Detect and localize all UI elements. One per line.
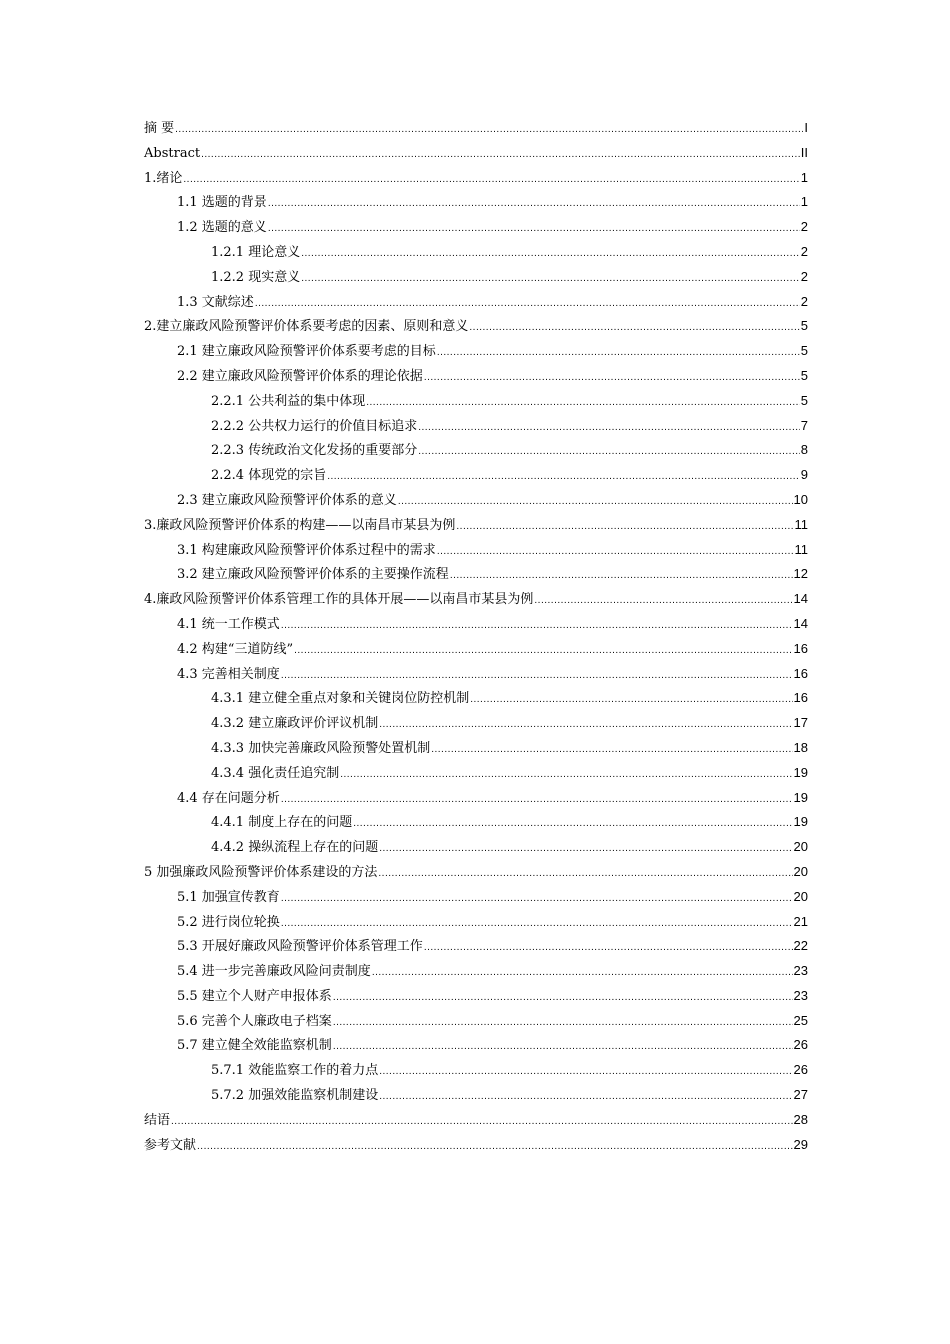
toc-entry-title: Abstract	[144, 145, 201, 161]
toc-dot-leader	[340, 763, 792, 788]
toc-entry[interactable]	[144, 538, 808, 563]
toc-entry-page-number: 29	[793, 1136, 808, 1152]
toc-entry[interactable]	[144, 1058, 808, 1083]
toc-entry-page-number: 21	[793, 913, 808, 929]
toc-entry[interactable]	[144, 215, 808, 240]
toc-entry-page-number: 8	[800, 442, 808, 458]
toc-entry-title: 1.2 选题的意义	[177, 220, 267, 236]
toc-dot-leader	[418, 416, 800, 441]
toc-dot-leader	[379, 713, 792, 738]
toc-entry[interactable]	[144, 934, 808, 959]
toc-entry-title: 5.7.1 效能监察工作的着力点	[211, 1063, 379, 1079]
toc-entry[interactable]	[144, 116, 808, 141]
toc-entry-title: 2.1 建立廉政风险预警评价体系要考虑的目标	[177, 344, 436, 360]
toc-entry-title: 2.3 建立廉政风险预警评价体系的意义	[177, 492, 397, 508]
toc-entry[interactable]	[144, 959, 808, 984]
toc-entry[interactable]	[144, 835, 808, 860]
toc-dot-leader	[372, 961, 793, 986]
toc-entry-title: 结语	[144, 1112, 171, 1128]
toc-entry-page-number: I	[804, 120, 808, 135]
toc-entry[interactable]	[144, 562, 808, 587]
toc-entry-page-number: 28	[793, 1111, 808, 1127]
toc-dot-leader	[470, 688, 792, 713]
toc-entry-page-number: 18	[793, 739, 808, 755]
toc-entry-title: 1.3 文献综述	[177, 294, 254, 310]
toc-dot-leader	[379, 1085, 792, 1110]
toc-entry-page-number: 2	[800, 243, 808, 259]
toc-entry[interactable]	[144, 736, 808, 761]
toc-entry[interactable]	[144, 761, 808, 786]
toc-entry-page-number: 11	[794, 516, 808, 532]
toc-entry-page-number: 2	[800, 219, 808, 235]
toc-entry-page-number: 20	[793, 839, 808, 855]
toc-entry-title: 4.3.2 建立廉政评价评议机制	[211, 716, 379, 732]
toc-entry-title: 5.7.2 加强效能监察机制建设	[211, 1088, 379, 1104]
toc-entry-title: 1.2.1 理论意义	[211, 244, 301, 260]
toc-entry-title: 2.2.3 传统政治文化发扬的重要部分	[211, 443, 418, 459]
toc-dot-leader	[327, 465, 800, 490]
toc-entry[interactable]	[144, 1133, 808, 1158]
toc-entry-page-number: 19	[793, 789, 808, 805]
toc-entry-title: 5.2 进行岗位轮换	[177, 914, 280, 930]
toc-dot-leader	[201, 143, 800, 168]
toc-entry-page-number: 17	[793, 715, 808, 731]
toc-entry[interactable]	[144, 414, 808, 439]
toc-entry-title: 1.绪论	[144, 170, 183, 186]
toc-entry[interactable]	[144, 290, 808, 315]
toc-entry-page-number: 2	[800, 268, 808, 284]
toc-entry-page-number: 1	[800, 194, 808, 210]
toc-entry[interactable]	[144, 910, 808, 935]
toc-entry[interactable]	[144, 190, 808, 215]
toc-entry-page-number: 19	[793, 814, 808, 830]
toc-entry-page-number: 20	[793, 863, 808, 879]
toc-dot-leader	[424, 366, 800, 391]
toc-entry[interactable]	[144, 438, 808, 463]
toc-entry-title: 5.7 建立健全效能监察机制	[177, 1038, 332, 1054]
toc-dot-leader	[175, 118, 803, 143]
toc-entry-title: 4.3.4 强化责任追究制	[211, 765, 340, 781]
toc-entry-page-number: 16	[793, 665, 808, 681]
toc-entry-page-number: 5	[800, 367, 808, 383]
toc-entry-page-number: 23	[793, 987, 808, 1003]
toc-entry-page-number: 19	[793, 764, 808, 780]
toc-dot-leader	[456, 515, 793, 540]
toc-entry[interactable]	[144, 984, 808, 1009]
toc-dot-leader	[437, 540, 794, 565]
toc-entry-title: 5.4 进一步完善廉政风险问责制度	[177, 964, 371, 980]
toc-entry-page-number: 14	[793, 615, 808, 631]
toc-entry[interactable]	[144, 1033, 808, 1058]
toc-entry-title: 5.5 建立个人财产申报体系	[177, 988, 332, 1004]
toc-entry[interactable]	[144, 786, 808, 811]
toc-entry[interactable]	[144, 637, 808, 662]
toc-entry-title: 2.建立廉政风险预警评价体系要考虑的因素、原则和意义	[144, 319, 469, 335]
toc-entry-page-number: 26	[793, 1037, 808, 1053]
toc-dot-leader	[294, 639, 792, 664]
table-of-contents	[144, 116, 808, 1157]
toc-entry[interactable]	[144, 364, 808, 389]
toc-entry-title: 4.3 完善相关制度	[177, 666, 280, 682]
toc-entry[interactable]	[144, 265, 808, 290]
toc-entry[interactable]	[144, 810, 808, 835]
toc-dot-leader	[301, 267, 800, 292]
toc-entry-page-number: 11	[794, 541, 808, 557]
toc-dot-leader	[534, 589, 792, 614]
toc-entry-title: 4.4.1 制度上存在的问题	[211, 815, 353, 831]
toc-dot-leader	[197, 1135, 793, 1160]
toc-entry[interactable]	[144, 513, 808, 538]
toc-entry-title: 2.2.2 公共权力运行的价值目标追求	[211, 418, 418, 434]
toc-dot-leader	[333, 1011, 793, 1036]
toc-entry[interactable]	[144, 339, 808, 364]
toc-dot-leader	[281, 912, 793, 937]
toc-entry-title: 5.6 完善个人廉政电子档案	[177, 1013, 332, 1029]
toc-entry-title: 4.2 构建“三道防线”	[177, 641, 294, 657]
toc-entry-title: 1.1 选题的背景	[177, 195, 267, 211]
toc-dot-leader	[333, 986, 793, 1011]
toc-dot-leader	[268, 217, 800, 242]
toc-entry[interactable]	[144, 686, 808, 711]
toc-entry-title: 5.3 开展好廉政风险预警评价体系管理工作	[177, 939, 423, 955]
toc-entry-title: 5 加强廉政风险预警评价体系建设的方法	[144, 864, 378, 880]
toc-dot-leader	[379, 1060, 792, 1085]
toc-dot-leader	[281, 664, 793, 689]
toc-entry-title: 4.3.3 加快完善廉政风险预警处置机制	[211, 740, 431, 756]
toc-entry[interactable]	[144, 463, 808, 488]
toc-dot-leader	[379, 837, 792, 862]
toc-entry-page-number: II	[800, 144, 808, 160]
toc-dot-leader	[333, 1035, 793, 1060]
toc-entry-page-number: 25	[793, 1012, 808, 1028]
toc-entry-page-number: 22	[793, 938, 808, 954]
toc-entry-page-number: 20	[793, 888, 808, 904]
toc-entry[interactable]	[144, 1083, 808, 1108]
toc-entry-title: 3.2 建立廉政风险预警评价体系的主要操作流程	[177, 567, 449, 583]
toc-entry-page-number: 10	[793, 491, 808, 507]
toc-dot-leader	[171, 1110, 793, 1135]
toc-dot-leader	[268, 192, 800, 217]
toc-entry-title: 4.3.1 建立健全重点对象和关键岗位防控机制	[211, 691, 470, 707]
toc-entry-title: 2.2.1 公共利益的集中体现	[211, 393, 366, 409]
toc-dot-leader	[469, 316, 799, 341]
toc-dot-leader	[255, 292, 800, 317]
toc-entry[interactable]	[144, 711, 808, 736]
toc-dot-leader	[450, 564, 793, 589]
toc-dot-leader	[398, 490, 793, 515]
toc-entry[interactable]	[144, 488, 808, 513]
toc-entry-title: 5.1 加强宣传教育	[177, 889, 280, 905]
toc-entry[interactable]	[144, 885, 808, 910]
toc-dot-leader	[424, 936, 793, 961]
toc-entry-page-number: 9	[800, 467, 808, 483]
toc-entry-page-number: 27	[793, 1087, 808, 1103]
toc-entry[interactable]	[144, 240, 808, 265]
toc-entry-title: 参考文献	[144, 1137, 197, 1153]
toc-entry-title: 4.4.2 操纵流程上存在的问题	[211, 840, 379, 856]
toc-dot-leader	[378, 862, 792, 887]
toc-entry[interactable]	[144, 314, 808, 339]
toc-entry-page-number: 2	[800, 293, 808, 309]
toc-dot-leader	[437, 341, 800, 366]
toc-entry-page-number: 16	[793, 690, 808, 706]
toc-entry[interactable]	[144, 166, 808, 191]
toc-dot-leader	[366, 391, 800, 416]
toc-dot-leader	[281, 614, 793, 639]
toc-entry-title: 3.廉政风险预警评价体系的构建——以南昌市某县为例	[144, 517, 456, 533]
toc-entry[interactable]	[144, 612, 808, 637]
toc-entry-page-number: 7	[800, 417, 808, 433]
toc-entry-title: 4.1 统一工作模式	[177, 616, 280, 632]
toc-dot-leader	[183, 168, 799, 193]
toc-entry[interactable]	[144, 587, 808, 612]
toc-entry-page-number: 12	[793, 566, 808, 582]
toc-entry-page-number: 1	[800, 169, 808, 185]
toc-dot-leader	[301, 242, 800, 267]
toc-entry[interactable]	[144, 860, 808, 885]
toc-entry[interactable]	[144, 1009, 808, 1034]
toc-entry-title: 2.2 建立廉政风险预警评价体系的理论依据	[177, 368, 423, 384]
toc-entry[interactable]	[144, 1108, 808, 1133]
toc-entry-title: 3.1 构建廉政风险预警评价体系过程中的需求	[177, 542, 436, 558]
toc-entry-title: 4.4 存在问题分析	[177, 790, 280, 806]
toc-entry-page-number: 5	[800, 318, 808, 334]
toc-entry-page-number: 16	[793, 640, 808, 656]
toc-dot-leader	[431, 738, 792, 763]
toc-entry[interactable]	[144, 662, 808, 687]
toc-dot-leader	[353, 812, 792, 837]
toc-entry-page-number: 5	[800, 392, 808, 408]
toc-entry-page-number: 14	[793, 591, 808, 607]
toc-entry-title: 摘 要	[144, 121, 175, 136]
toc-entry-title: 2.2.4 体现党的宗旨	[211, 468, 327, 484]
toc-dot-leader	[281, 788, 793, 813]
toc-entry-page-number: 5	[800, 343, 808, 359]
toc-entry-title: 1.2.2 现实意义	[211, 269, 301, 285]
toc-dot-leader	[418, 440, 800, 465]
toc-dot-leader	[281, 887, 793, 912]
toc-entry-page-number: 26	[793, 1062, 808, 1078]
toc-entry-title: 4.廉政风险预警评价体系管理工作的具体开展——以南昌市某县为例	[144, 592, 534, 608]
toc-entry[interactable]	[144, 389, 808, 414]
toc-entry-page-number: 23	[793, 963, 808, 979]
toc-entry[interactable]	[144, 141, 808, 166]
